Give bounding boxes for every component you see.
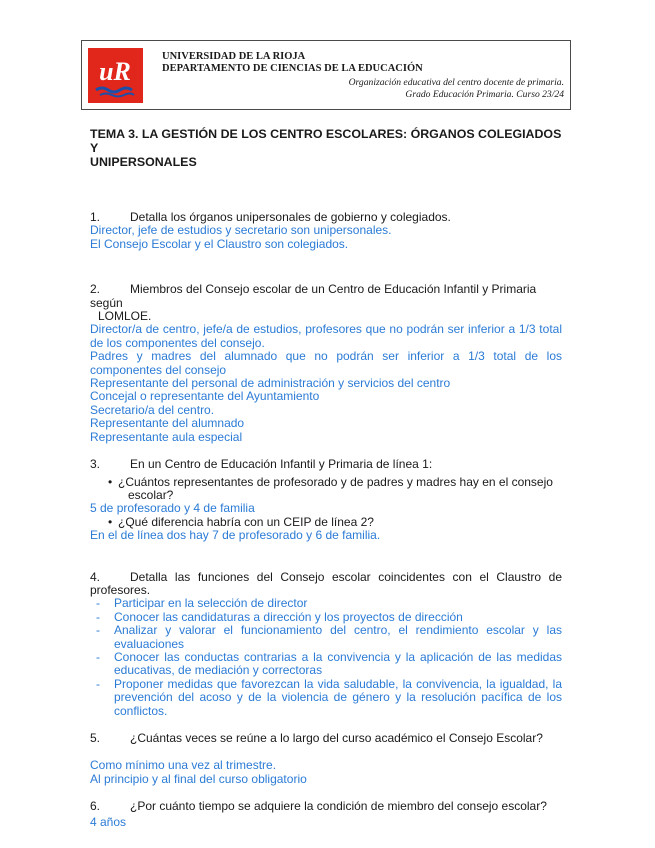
question-number: 5.	[90, 731, 101, 745]
question-number: 6.	[90, 799, 101, 814]
function-item-1	[90, 597, 562, 610]
question-text: ¿Por cuánto tiempo se adquiere la condición de miembro del consejo escolar?	[130, 799, 547, 814]
logo-text: uR	[99, 57, 131, 86]
document-header	[81, 40, 571, 110]
title-line-2: UNIPERSONALES	[90, 155, 197, 169]
answer-2-line-7: Representante aula especial	[90, 429, 243, 444]
answer-5-line-2: Al principio y al final del curso obligatorio	[90, 771, 307, 786]
question-1	[90, 211, 562, 224]
question-3	[90, 458, 562, 471]
question-text: Detalla los órganos unipersonales de gobierno y colegiados.	[130, 210, 451, 224]
page-title	[90, 127, 562, 169]
question-number: 4.	[90, 569, 101, 584]
header-subject: Organización educativa del centro docente de primaria.	[348, 77, 564, 88]
answer-2-line-5: Secretario/a del centro.	[90, 402, 215, 417]
answer-2-line-2: Padres y madres del alumnado que no podrán ser inferior a 1/3 total de los componentes del consejo	[90, 349, 562, 377]
header-course: Grado Educación Primaria. Curso 23/24	[405, 88, 564, 100]
dash-icon: -	[96, 676, 100, 691]
question-3-bullet-2	[90, 516, 562, 529]
function-text: Proponer medidas que favorezcan la vida saludable, la convivencia, la igualdad, la prevención del acoso y de la violencia de género y la resolución pacífica de los conflictos.	[114, 676, 562, 718]
header-department: DEPARTAMENTO DE CIENCIAS DE LA EDUCACIÓN	[162, 63, 423, 74]
question-text: Detalla las funciones del Consejo escolar coincidentes con el Claustro de profesores.	[90, 569, 562, 597]
header-university: UNIVERSIDAD DE LA RIOJA	[162, 51, 306, 62]
university-logo	[88, 48, 143, 103]
header-course-info	[349, 77, 564, 100]
question-2	[90, 283, 562, 310]
dash-icon: -	[96, 609, 100, 624]
answer-2-line-4: Concejal o representante del Ayuntamiento	[90, 389, 320, 404]
question-text: Miembros del Consejo escolar de un Centro de Educación Infantil y Primaria según	[90, 282, 537, 310]
dash-icon: -	[96, 649, 100, 664]
function-item-3	[90, 624, 562, 651]
question-number: 2.	[90, 282, 101, 297]
answer-1-line-2: El Consejo Escolar y el Claustro son colegiados.	[90, 236, 349, 251]
bullet-icon: •	[108, 474, 113, 489]
bullet-icon: •	[108, 514, 113, 529]
question-2-cont: LOMLOE.	[98, 309, 152, 324]
function-item-4	[90, 651, 562, 678]
bullet-text: ¿Cuántos representantes de profesorado y de padres y madres hay en el consejo	[118, 474, 553, 489]
bullet-text: ¿Qué diferencia habría con un CEIP de línea 2?	[118, 514, 374, 529]
question-6	[90, 800, 562, 813]
answer-5-line-1: Como mínimo una vez al trimestre.	[90, 758, 277, 773]
title-line-1: TEMA 3. LA GESTIÓN DE LOS CENTRO ESCOLARES: ÓRGANOS COLEGIADOS Y	[90, 127, 562, 155]
document-body	[90, 127, 562, 829]
question-5	[90, 732, 562, 745]
question-3-bullet-1	[90, 476, 562, 489]
function-text: Conocer las conductas contrarias a la convivencia y la aplicación de las medidas educativas, de mediación y correctoras	[114, 649, 562, 678]
answer-3-line-2: En el de línea dos hay 7 de profesorado y 6 de familia.	[90, 528, 381, 543]
answer-6: 4 años	[90, 814, 127, 829]
answer-2-line-1: Director/a de centro, jefe/a de estudios, profesores que no podrán ser inferior a 1/3 total de los componentes del consejo.	[90, 322, 562, 350]
dash-icon: -	[96, 596, 100, 611]
question-number: 1.	[90, 210, 101, 224]
question-3-bullet-1-cont	[90, 489, 562, 502]
bullet-text-cont: escolar?	[128, 487, 174, 502]
question-text: En un Centro de Educación Infantil y Primaria de línea 1:	[130, 457, 433, 472]
question-4	[90, 571, 562, 598]
function-text: Conocer las candidaturas a dirección y los proyectos de dirección	[114, 609, 463, 624]
header-institution	[162, 51, 423, 75]
function-item-2	[90, 611, 562, 624]
function-item-5	[90, 678, 562, 718]
question-text: ¿Cuántas veces se reúne a lo largo del curso académico el Consejo Escolar?	[130, 731, 543, 745]
answer-3-line-1: 5 de profesorado y 4 de familia	[90, 501, 255, 516]
answer-1-line-1: Director, jefe de estudios y secretario son unipersonales.	[90, 223, 392, 238]
answer-2-line-6: Representante del alumnado	[90, 416, 245, 431]
function-text: Analizar y valorar el funcionamiento del centro, el rendimiento escolar y las evaluaciones	[114, 623, 562, 651]
answer-2-line-3: Representante del personal de administración y servicios del centro	[90, 376, 451, 391]
question-number: 3.	[90, 457, 101, 472]
dash-icon: -	[96, 623, 100, 638]
function-text: Participar en la selección de director	[114, 596, 308, 611]
